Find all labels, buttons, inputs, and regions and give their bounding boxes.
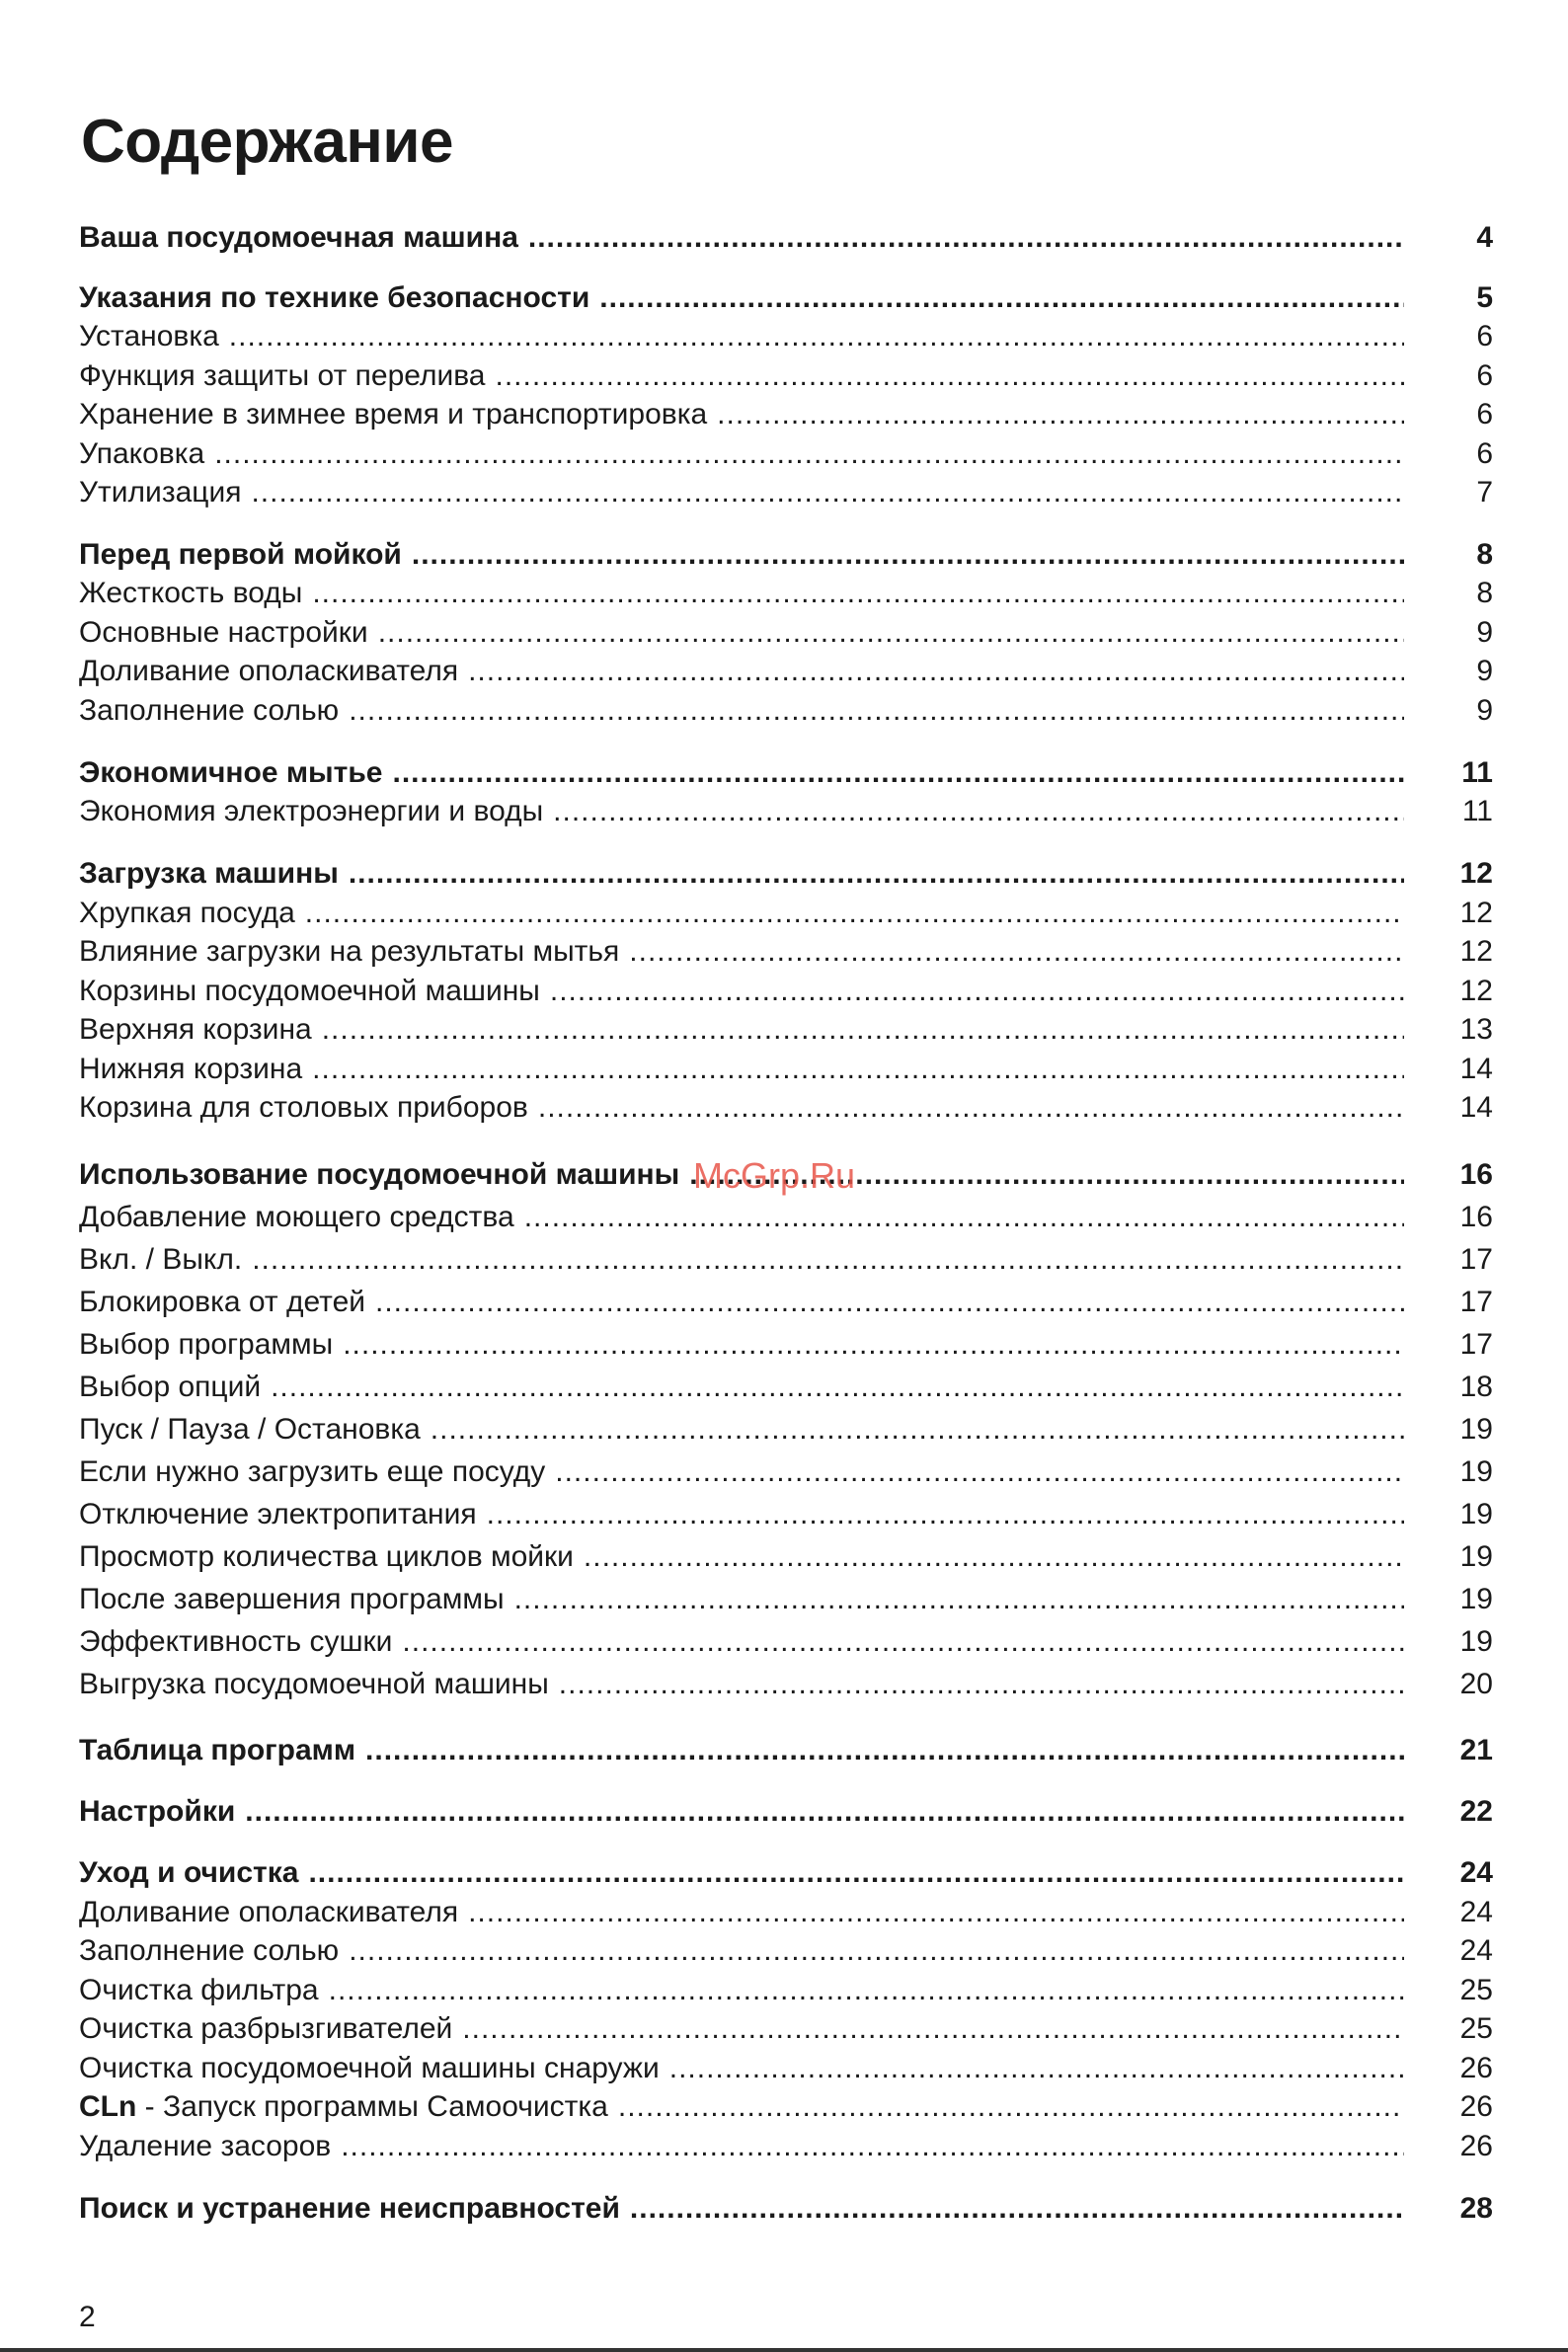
toc-entry-page: 26	[1459, 2052, 1493, 2084]
toc-leader-dots	[322, 1011, 1404, 1049]
toc-leader-dots	[378, 614, 1404, 652]
toc-entry-page: 12	[1459, 897, 1493, 929]
toc-entry-page: 8	[1476, 577, 1493, 609]
toc-entry	[79, 614, 1493, 652]
toc-leader-dots	[412, 536, 1404, 574]
toc-leader-dots	[349, 855, 1404, 893]
toc-entry-label: Заполнение солью	[79, 1934, 340, 1967]
toc-entry	[79, 692, 1493, 730]
toc-entry-label: Пуск / Пауза / Остановка	[79, 1413, 421, 1446]
toc-entry-label: Заполнение солью	[79, 694, 340, 727]
toc-entry-label: Нижняя корзина	[79, 1053, 303, 1085]
toc-entry	[79, 1623, 1493, 1661]
toc-entry-label: Выбор программы	[79, 1328, 334, 1361]
toc-entry-page: 25	[1459, 1974, 1493, 2006]
toc-entry	[79, 1369, 1493, 1406]
toc-entry-label: Корзина для столовых приборов	[79, 1091, 528, 1124]
toc-leader-dots	[312, 1051, 1404, 1088]
toc-entry	[79, 1453, 1493, 1491]
toc-entry-label: Эффективность сушки	[79, 1625, 393, 1658]
toc-entry	[79, 474, 1493, 511]
toc-leader-dots	[365, 1732, 1404, 1769]
toc-leader-dots	[229, 318, 1404, 355]
toc-leader-dots	[252, 1241, 1404, 1279]
toc-entry-page: 19	[1459, 1625, 1493, 1658]
toc-leader-dots	[251, 474, 1404, 511]
toc-entry-label-strong: CLn	[79, 2090, 137, 2123]
toc-entry-label: Утилизация	[79, 476, 242, 509]
toc-entry-page: 24	[1459, 1856, 1493, 1889]
toc-entry-label: Уход и очистка	[79, 1856, 299, 1889]
toc-leader-dots	[308, 1854, 1404, 1892]
toc-entry-label: Основные настройки	[79, 616, 368, 649]
toc-entry	[79, 2050, 1493, 2087]
toc-entry-label: Жесткость воды	[79, 577, 303, 609]
toc-entry-page: 22	[1459, 1795, 1493, 1828]
toc-entry-label: Очистка разбрызгивателей	[79, 2012, 453, 2045]
toc-entry-page: 21	[1459, 1734, 1493, 1766]
toc-entry-page: 6	[1476, 320, 1493, 353]
toc-entry	[79, 2010, 1493, 2048]
toc-leader-dots	[717, 396, 1404, 433]
toc-entry-label: Загрузка машины	[79, 857, 339, 890]
toc-entry	[79, 318, 1493, 355]
page-number: 2	[79, 2301, 96, 2333]
toc-entry-label: Поиск и устранение неисправностей	[79, 2192, 620, 2225]
toc-entry-page: 18	[1459, 1371, 1493, 1403]
toc-entry-label: Очистка фильтра	[79, 1974, 319, 2006]
toc-leader-dots	[528, 219, 1404, 257]
toc-entry-page: 17	[1459, 1286, 1493, 1318]
toc-entry	[79, 1411, 1493, 1449]
toc-leader-dots	[349, 692, 1404, 730]
toc-entry-page: 9	[1476, 694, 1493, 727]
toc-entry-label: Доливание ополаскивателя	[79, 1896, 459, 1928]
toc-entry	[79, 1732, 1493, 1769]
toc-entry	[79, 435, 1493, 473]
toc-entry-page: 13	[1459, 1013, 1493, 1046]
toc-entry-label: Функция защиты от перелива	[79, 359, 486, 392]
toc-entry	[79, 2088, 1493, 2126]
toc-entry-page: 12	[1459, 975, 1493, 1007]
toc-leader-dots	[375, 1284, 1404, 1321]
toc-entry-page: 6	[1476, 398, 1493, 431]
toc-entry	[79, 895, 1493, 932]
toc-entry-label: После завершения программы	[79, 1583, 505, 1615]
toc-entry-page: 17	[1459, 1328, 1493, 1361]
toc-entry-label: Экономия электроэнергии и воды	[79, 795, 544, 827]
toc-entry	[79, 1972, 1493, 2009]
toc-entry-page: 24	[1459, 1934, 1493, 1967]
toc-entry-page: 11	[1461, 756, 1493, 789]
toc-entry	[79, 1284, 1493, 1321]
toc-entry	[79, 1538, 1493, 1576]
toc-entry-page: 7	[1476, 476, 1493, 509]
toc-entry-page: 19	[1459, 1583, 1493, 1615]
toc-leader-dots	[538, 1089, 1404, 1127]
toc-entry-label: Упаковка	[79, 437, 205, 470]
toc-entry	[79, 1199, 1493, 1236]
toc-entry-page: 17	[1459, 1243, 1493, 1276]
toc-entry-label: Установка	[79, 320, 219, 353]
toc-entry-page: 12	[1459, 857, 1493, 890]
toc-entry-page: 4	[1476, 221, 1493, 254]
toc-entry-label: Если нужно загрузить еще посуду	[79, 1455, 546, 1488]
toc-entry-label: Блокировка от детей	[79, 1286, 366, 1318]
toc-entry-label: Указания по технике безопасности	[79, 281, 590, 314]
toc-leader-dots	[555, 1453, 1404, 1491]
toc-entry-label: Корзины посудомоечной машины	[79, 975, 540, 1007]
toc-entry	[79, 575, 1493, 612]
toc-leader-dots	[559, 1666, 1404, 1703]
toc-entry-label: Выбор опций	[79, 1371, 262, 1403]
toc-entry-label: Экономичное мытье	[79, 756, 383, 789]
toc-leader-dots	[329, 1972, 1404, 2009]
toc-entry-page: 14	[1459, 1091, 1493, 1124]
toc-entry	[79, 2190, 1493, 2228]
toc-leader-dots	[393, 754, 1405, 792]
toc-entry	[79, 933, 1493, 971]
toc-entry-page: 19	[1459, 1413, 1493, 1446]
toc-entry	[79, 1051, 1493, 1088]
toc-entry	[79, 1793, 1493, 1831]
toc-entry	[79, 1089, 1493, 1127]
toc-leader-dots	[630, 2190, 1404, 2228]
toc-leader-dots	[214, 435, 1404, 473]
toc-leader-dots	[349, 1932, 1404, 1970]
toc-entry-page: 19	[1459, 1455, 1493, 1488]
toc-entry-page: 6	[1476, 437, 1493, 470]
page-title: Содержание	[81, 108, 453, 176]
toc-entry-page: 20	[1459, 1668, 1493, 1700]
toc-leader-dots	[553, 793, 1404, 830]
toc-entry	[79, 973, 1493, 1010]
toc-entry-page: 11	[1461, 795, 1493, 827]
toc-entry-label: Отключение электропитания	[79, 1498, 477, 1530]
toc-entry-page: 14	[1459, 1053, 1493, 1085]
toc-leader-dots	[468, 1894, 1404, 1931]
toc-entry-page: 9	[1476, 655, 1493, 687]
toc-entry-page: 19	[1459, 1540, 1493, 1573]
toc-entry	[79, 793, 1493, 830]
toc-entry-label	[79, 2088, 608, 2126]
toc-leader-dots	[524, 1199, 1404, 1236]
toc-entry-label: Ваша посудомоечная машина	[79, 221, 518, 254]
toc-entry-page: 8	[1476, 538, 1493, 571]
toc-entry-label: Хрупкая посуда	[79, 897, 295, 929]
toc-entry-label: Очистка посудомоечной машины снаружи	[79, 2052, 660, 2084]
toc-leader-dots	[341, 2128, 1404, 2165]
toc-entry-page: 25	[1459, 2012, 1493, 2045]
toc-entry-page: 26	[1459, 2090, 1493, 2123]
footer-divider	[0, 2348, 1568, 2352]
toc-leader-dots	[462, 2010, 1404, 2048]
toc-entry-page: 16	[1459, 1201, 1493, 1233]
toc-entry	[79, 1326, 1493, 1364]
toc-entry	[79, 1011, 1493, 1049]
toc-leader-dots	[343, 1326, 1404, 1364]
toc-entry	[79, 1496, 1493, 1533]
toc-leader-dots	[312, 575, 1404, 612]
toc-entry-label: Удаление засоров	[79, 2130, 332, 2162]
toc-leader-dots	[305, 895, 1404, 932]
toc-entry	[79, 1854, 1493, 1892]
toc-entry	[79, 1932, 1493, 1970]
toc-leader-dots	[584, 1538, 1404, 1576]
toc-entry	[79, 653, 1493, 690]
toc-entry-label: Вкл. / Выкл.	[79, 1243, 243, 1276]
toc-leader-dots	[487, 1496, 1404, 1533]
toc-entry	[79, 1894, 1493, 1931]
toc-entry-label-text: - Запуск программы Самоочистка	[136, 2090, 608, 2123]
toc-entry	[79, 1241, 1493, 1279]
toc-entry	[79, 1581, 1493, 1618]
toc-entry	[79, 754, 1493, 792]
toc-entry-page: 9	[1476, 616, 1493, 649]
toc-leader-dots	[550, 973, 1404, 1010]
toc-leader-dots	[599, 279, 1404, 317]
toc-leader-dots	[431, 1411, 1404, 1449]
toc-leader-dots	[468, 653, 1404, 690]
toc-leader-dots	[618, 2088, 1404, 2126]
toc-entry-label: Использование посудомоечной машины	[79, 1158, 680, 1191]
toc-entry	[79, 536, 1493, 574]
toc-entry-page: 19	[1459, 1498, 1493, 1530]
toc-entry-label: Таблица программ	[79, 1734, 356, 1766]
toc-entry	[79, 2128, 1493, 2165]
toc-leader-dots	[245, 1793, 1404, 1831]
toc-entry-label: Добавление моющего средства	[79, 1201, 514, 1233]
toc-leader-dots	[271, 1369, 1404, 1406]
toc-leader-dots	[669, 2050, 1404, 2087]
toc-leader-dots	[629, 933, 1404, 971]
toc-entry	[79, 1666, 1493, 1703]
toc-leader-dots	[496, 357, 1405, 395]
toc-entry-label: Просмотр количества циклов мойки	[79, 1540, 574, 1573]
toc-leader-dots	[402, 1623, 1404, 1661]
toc-entry	[79, 219, 1493, 257]
toc-entry	[79, 855, 1493, 893]
toc-entry	[79, 396, 1493, 433]
toc-entry-page: 16	[1459, 1158, 1493, 1191]
watermark: McGrp.Ru	[693, 1155, 856, 1196]
toc-entry	[79, 357, 1493, 395]
toc-entry-label: Влияние загрузки на результаты мытья	[79, 935, 620, 968]
toc-leader-dots	[514, 1581, 1404, 1618]
toc-entry-page: 24	[1459, 1896, 1493, 1928]
toc-entry-label: Перед первой мойкой	[79, 538, 402, 571]
toc-entry-label: Настройки	[79, 1795, 236, 1828]
toc-entry	[79, 279, 1493, 317]
toc-entry-label: Хранение в зимнее время и транспортировка	[79, 398, 708, 431]
toc-entry-page: 12	[1459, 935, 1493, 968]
toc-entry-page: 5	[1476, 281, 1493, 314]
toc-entry-page: 28	[1459, 2192, 1493, 2225]
toc-entry-label: Верхняя корзина	[79, 1013, 312, 1046]
toc-entry-label: Выгрузка посудомоечной машины	[79, 1668, 549, 1700]
toc-entry-label: Доливание ополаскивателя	[79, 655, 459, 687]
toc-entry-page: 6	[1476, 359, 1493, 392]
toc-entry-page: 26	[1459, 2130, 1493, 2162]
